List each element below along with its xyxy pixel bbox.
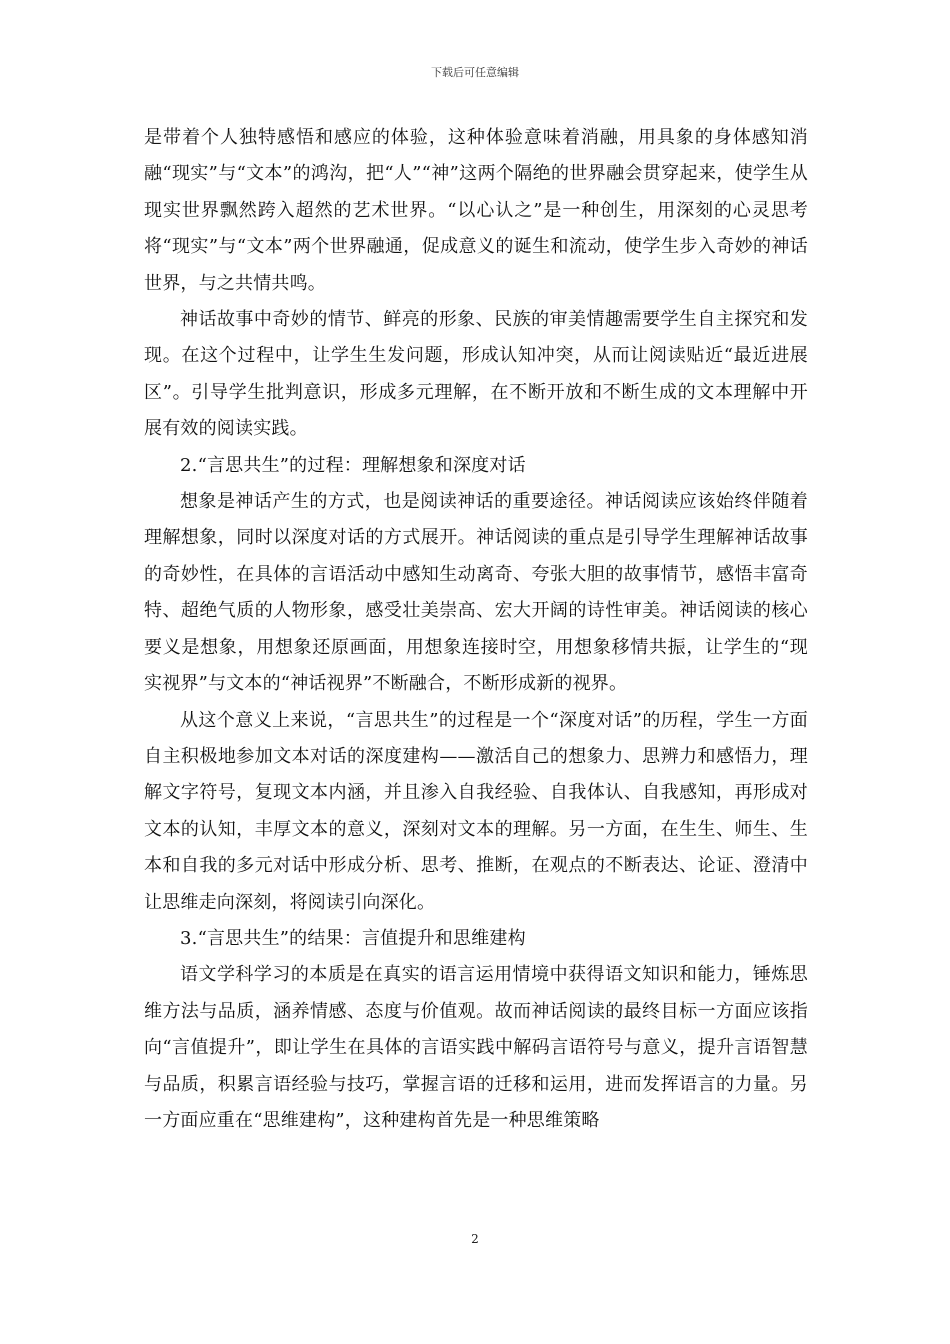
page-header-note: 下载后可任意编辑 [431, 66, 519, 79]
section-heading-2: 2.“言思共生”的过程：理解想象和深度对话 [180, 454, 526, 476]
page-number: 2 [471, 1232, 479, 1246]
paragraph-3: 想象是神话产生的方式，也是阅读神话的重要途径。神话阅读应该始终伴随着理解想象，同时以深度对话的方式展开。神话阅读的重点是引导学生理解神话故事的奇妙性，在具体的言语活动中感知生动离奇、夸张大胆的故事情节，感悟丰富奇特、超绝气质的人物形象，感受壮美崇高、宏大开阔的诗性审美。神话阅读的核心要义是想象，用想象还原画面，用想象连接时空，用想象移情共振，让学生的“现实视界”与文本的“神话视界”不断融合，不断形成新的视界。 [144, 491, 808, 695]
paragraph-2: 神话故事中奇妙的情节、鲜亮的形象、民族的审美情趣需要学生自主探究和发现。在这个过程中，让学生生发问题，形成认知冲突，从而让阅读贴近“最近进展区”。引导学生批判意识，形成多元理解，在不断开放和不断生成的文本理解中开展有效的阅读实践。 [144, 309, 808, 440]
paragraph-4: 从这个意义上来说，“言思共生”的过程是一个“深度对话”的历程，学生一方面自主积极地参加文本对话的深度建构——激活自己的想象力、思辨力和感悟力，理解文字符号，复现文本内涵，并且渗入自我经验、自我体认、自我感知，再形成对文本的认知，丰厚文本的意义，深刻对文本的理解。另一方面，在生生、师生、生本和自我的多元对话中形成分析、思考、推断，在观点的不断表达、论证、澄清中让思维走向深刻，将阅读引向深化。 [144, 709, 808, 913]
paragraph-5: 语文学科学习的本质是在真实的语言运用情境中获得语文知识和能力，锤炼思维方法与品质，涵养情感、态度与价值观。故而神话阅读的最终目标一方面应该指向“言值提升”，即让学生在具体的言语实践中解码言语符号与意义，提升言语智慧与品质，积累言语经验与技巧，掌握言语的迁移和运用，进而发挥语言的力量。另一方面应重在“思维建构”，这种建构首先是一种思维策略 [144, 964, 808, 1131]
section-heading-3: 3.“言思共生”的结果：言值提升和思维建构 [180, 927, 526, 949]
paragraph-1: 是带着个人独特感悟和感应的体验，这种体验意味着消融，用具象的身体感知消融“现实”与“文本”的鸿沟，把“人”“神”这两个隔绝的世界融会贯穿起来，使学生从现实世界飘然跨入超然的艺术世界。“以心认之”是一种创生，用深刻的心灵思考将“现实”与“文本”两个世界融通，促成意义的诞生和流动，使学生步入奇妙的神话世界，与之共情共鸣。 [144, 127, 808, 294]
document-body [144, 120, 808, 1139]
